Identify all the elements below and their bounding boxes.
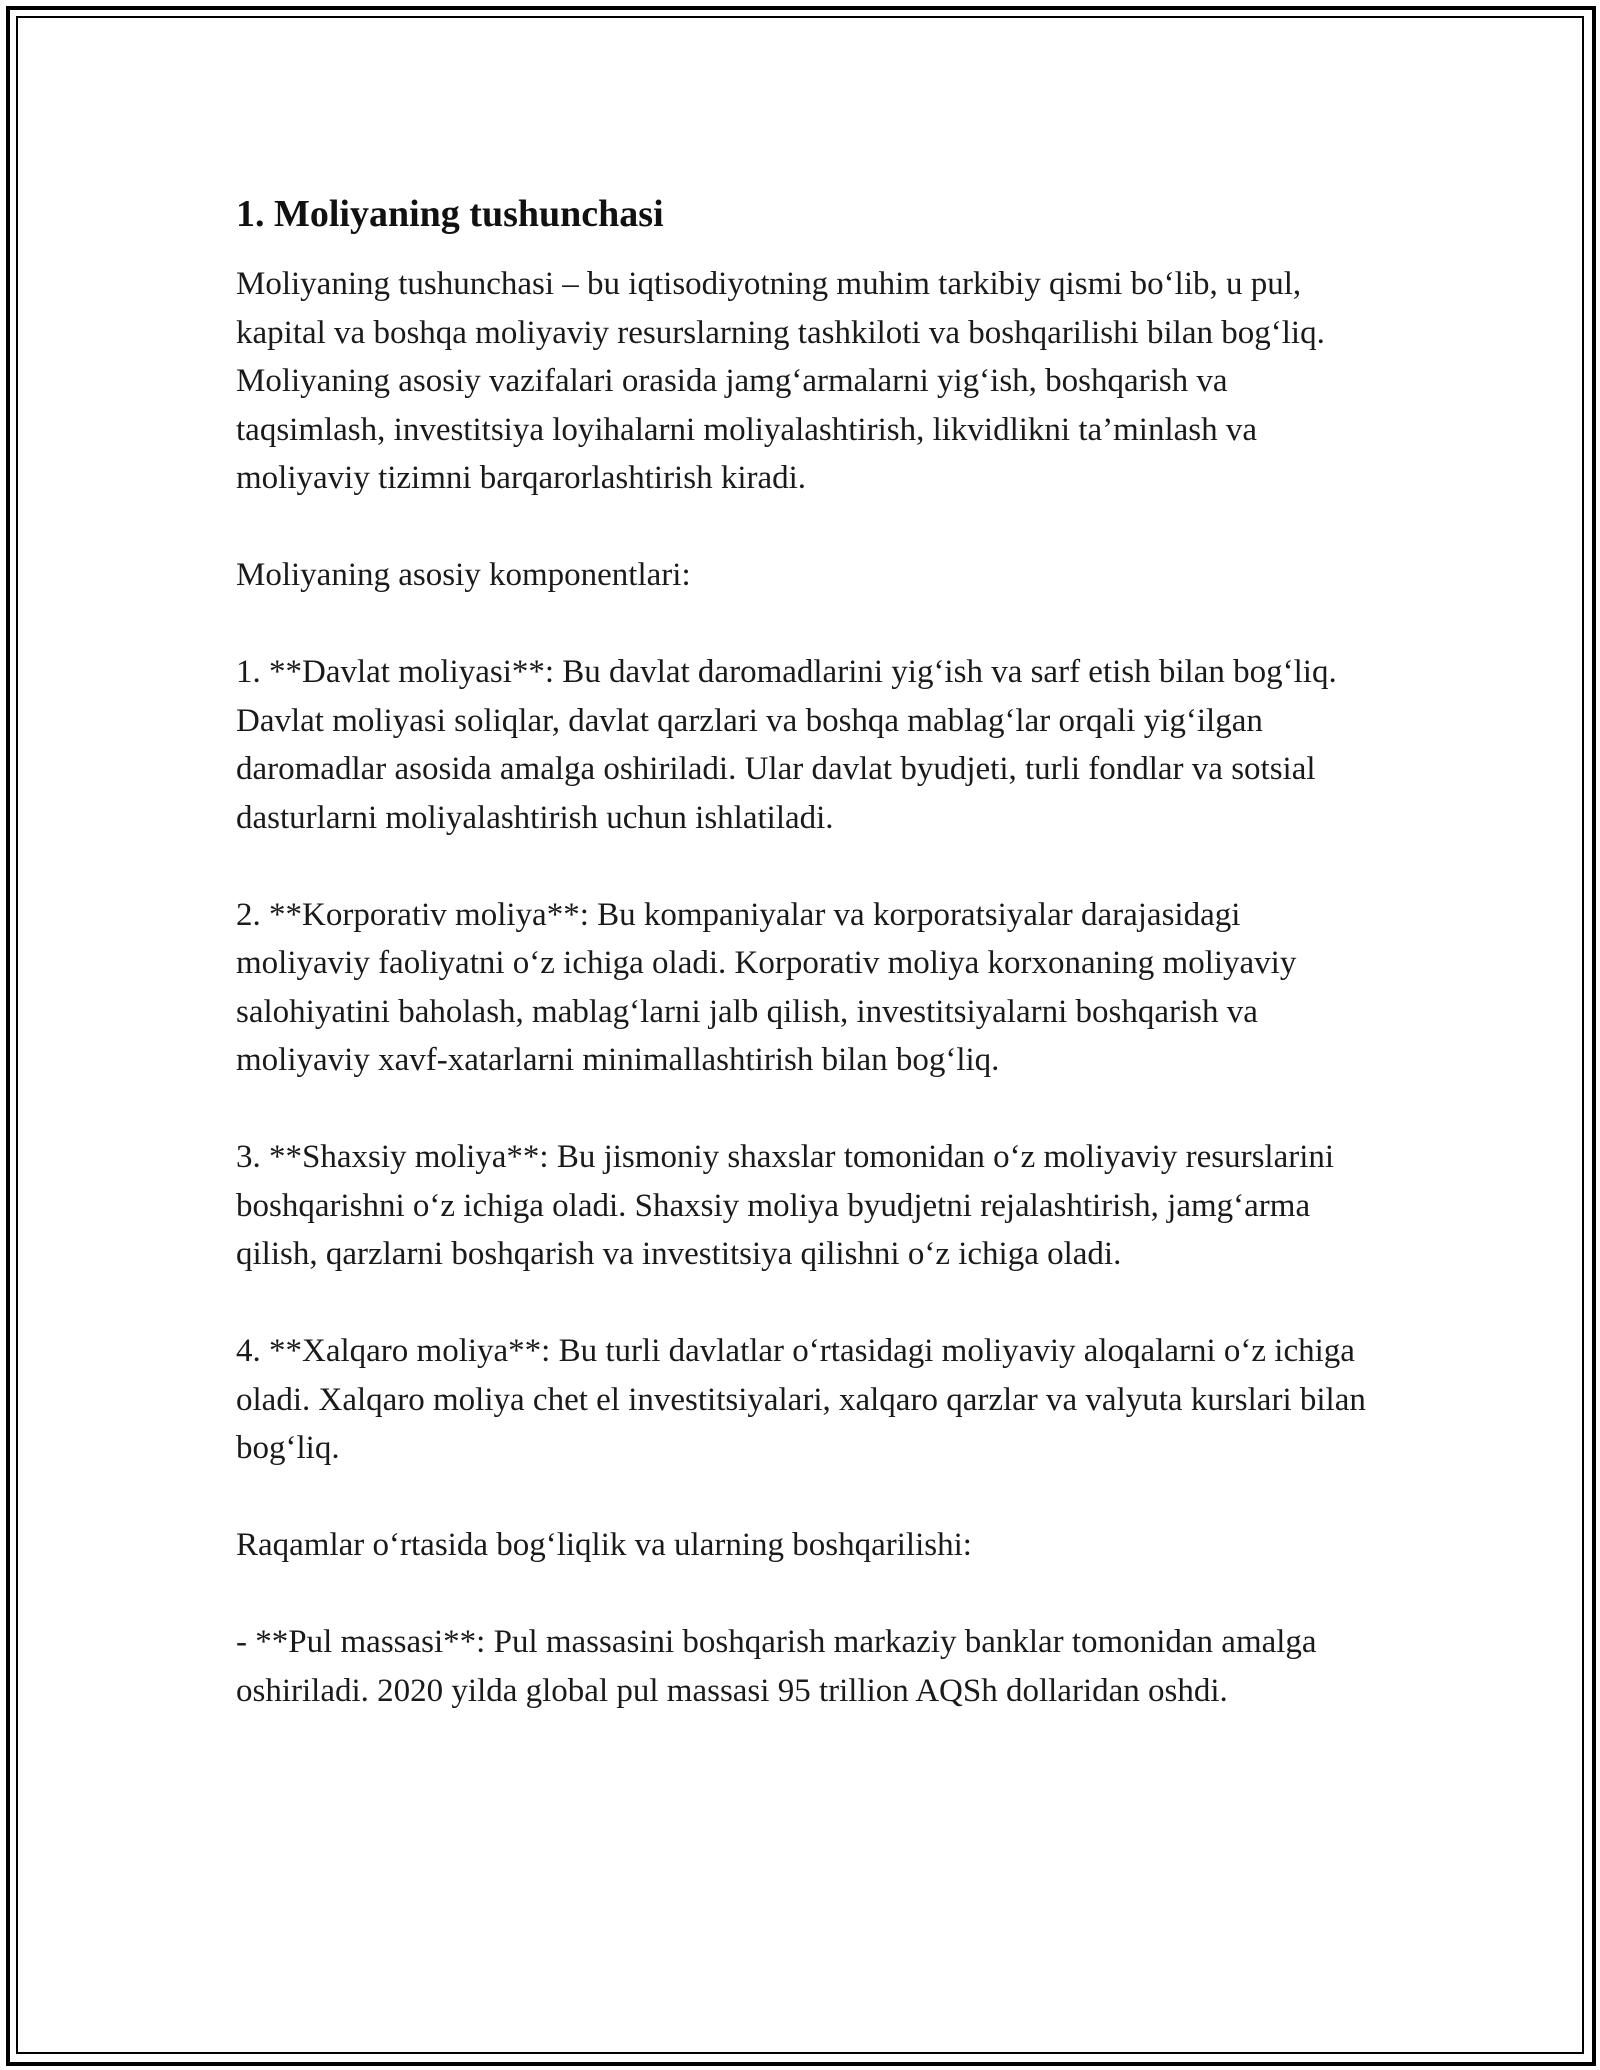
document-body bbox=[236, 186, 1366, 1764]
pul-massasi-item: - **Pul massasi**: Pul massasini boshqarish markaziy banklar tomonidan amalga oshiriladi. 2020 yilda global pul massasi 95 trillion AQSh dollaridan oshdi. bbox=[236, 1624, 1317, 1709]
intro-paragraph: Moliyaning tushunchasi – bu iqtisodiyotning muhim tarkibiy qismi bo‘lib, u pul, kapital va boshqa moliyaviy resurslarning tashkiloti va boshqarilishi bilan bog‘liq. Moliyaning asosiy vazifalari orasida jamg‘armalarni yig‘ish, boshqarish va taqsimlash, investitsiya loyihalarni moliyalashtirish, likvidlikni ta’minlash va moliyaviy tizimni barqarorlashtirish kiradi. bbox=[236, 266, 1325, 496]
component-shaxsiy-moliya: 3. **Shaxsiy moliya**: Bu jismoniy shaxslar tomonidan o‘z moliyaviy resurslarini boshqarishni o‘z ichiga oladi. Shaxsiy moliya byudjetni rejalashtirish, jamg‘arma qilish, qarzlarni boshqarish va investitsiya qilishni o‘z ichiga oladi. bbox=[236, 1139, 1335, 1272]
numbers-label: Raqamlar o‘rtasida bog‘liqlik va ularning boshqarilishi: bbox=[236, 1527, 972, 1563]
component-xalqaro-moliya: 4. **Xalqaro moliya**: Bu turli davlatlar o‘rtasidagi moliyaviy aloqalarni o‘z ichiga oladi. Xalqaro moliya chet el investitsiyalari, xalqaro qarzlar va valyuta kurslari bilan bog‘liq. bbox=[236, 1333, 1366, 1466]
component-davlat-moliyasi: 1. **Davlat moliyasi**: Bu davlat daromadlarini yig‘ish va sarf etish bilan bog‘liq. Davlat moliyasi soliqlar, davlat qarzlari va boshqa mablag‘lar orqali yig‘ilgan daromadlar asosida amalga oshiriladi. Ular davlat byudjeti, turli fondlar va sotsial dasturlarni moliyalashtirish uchun ishlatiladi. bbox=[236, 654, 1337, 836]
section-heading: 1. Moliyaning tushunchasi bbox=[236, 193, 664, 235]
components-label: Moliyaning asosiy komponentlari: bbox=[236, 557, 691, 593]
component-korporativ-moliya: 2. **Korporativ moliya**: Bu kompaniyalar va korporatsiyalar darajasidagi moliyaviy faoliyatni o‘z ichiga oladi. Korporativ moliya korxonaning moliyaviy salohiyatini baholash, mablag‘larni jalb qilish, investitsiyalarni boshqarish va moliyaviy xavf-xatarlarni minimallashtirish bilan bog‘liq. bbox=[236, 896, 1297, 1078]
